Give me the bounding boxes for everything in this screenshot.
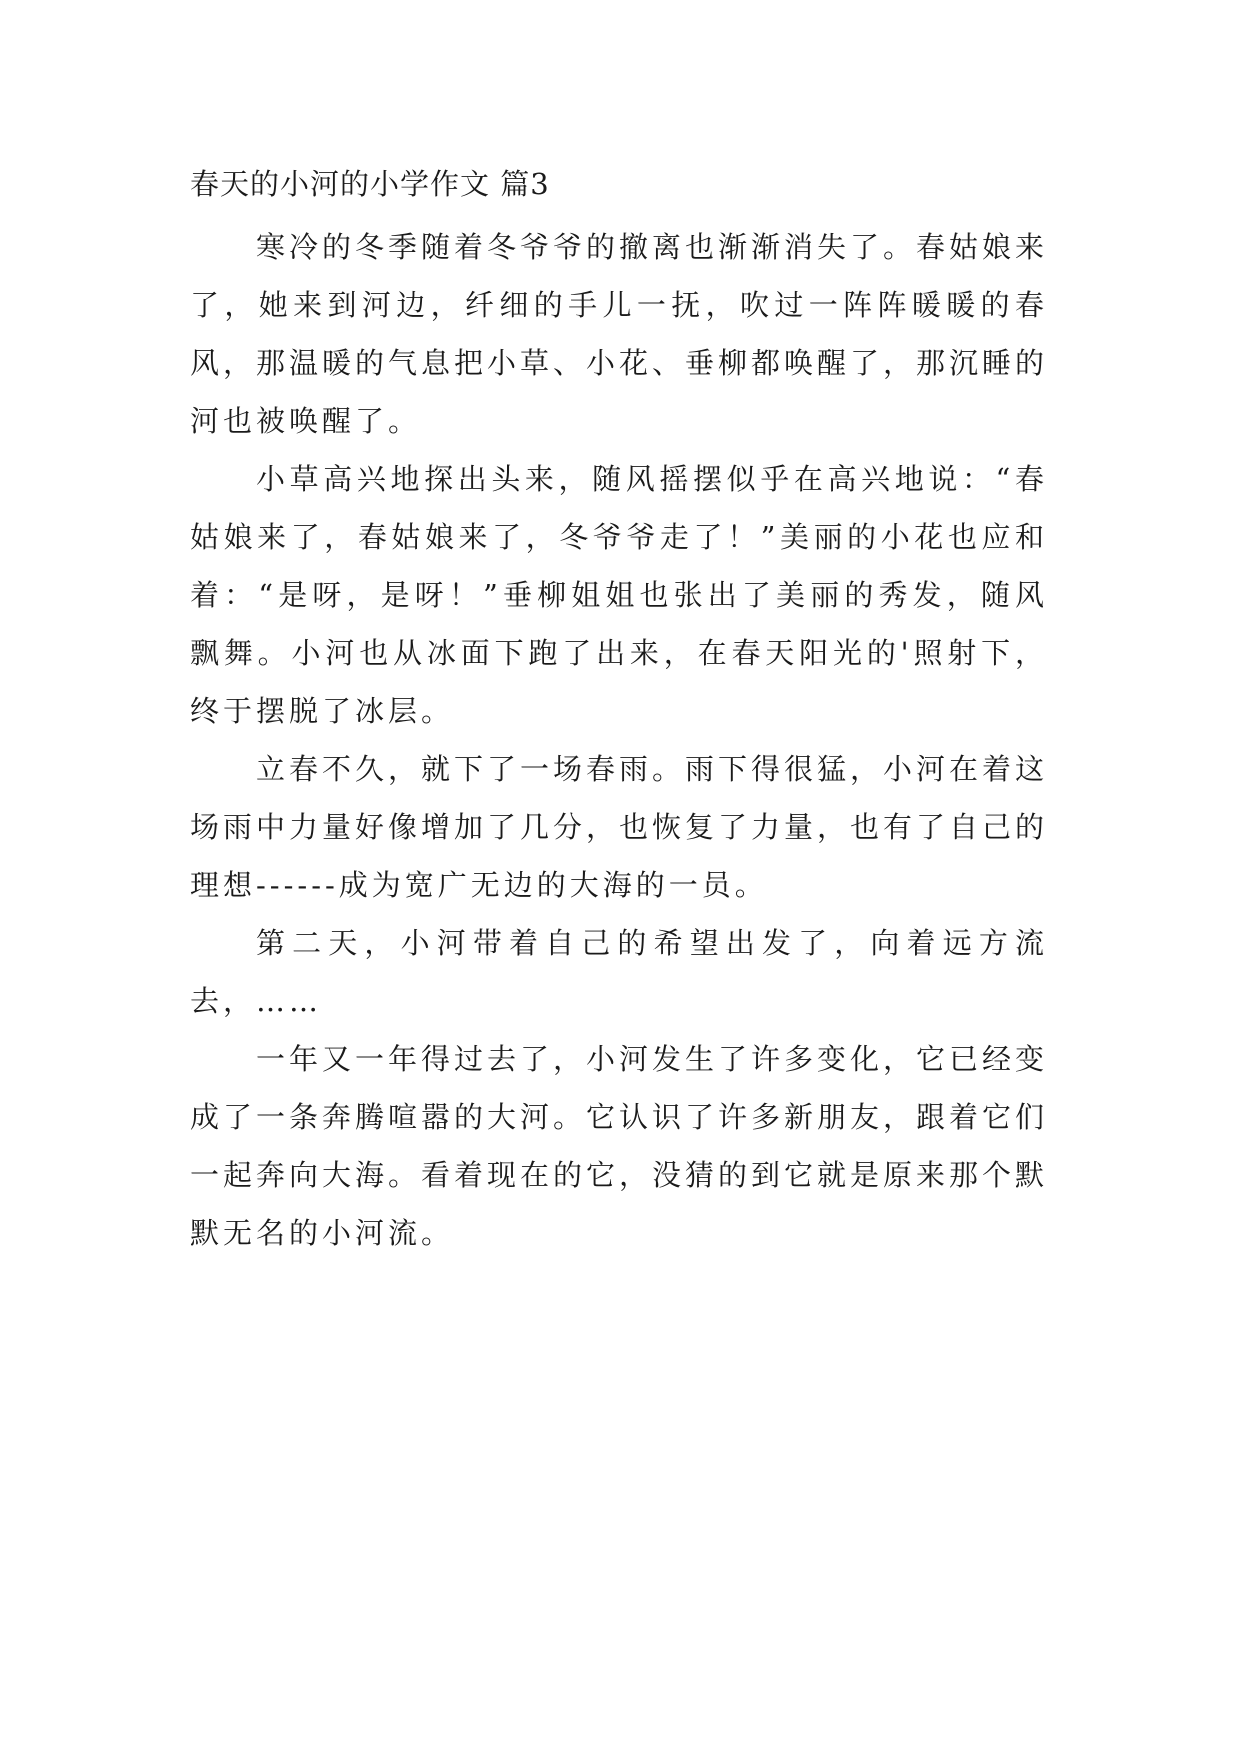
paragraph-3: 立春不久，就下了一场春雨。雨下得很猛，小河在着这场雨中力量好像增加了几分，也恢复了力量，也有了自己的理想------成为宽广无边的大海的一员。 — [190, 752, 1049, 902]
paragraph-5: 一年又一年得过去了，小河发生了许多变化，它已经变成了一条奔腾喧嚣的大河。它认识了许多新朋友，跟着它们一起奔向大海。看着现在的它，没猜的到它就是原来那个默默无名的小河流。 — [190, 1042, 1049, 1250]
paragraph-2: 小草高兴地探出头来，随风摇摆似乎在高兴地说：“春姑娘来了，春姑娘来了，冬爷爷走了！”美丽的小花也应和着：“是呀，是呀！”垂柳姐姐也张出了美丽的秀发，随风飘舞。小河也从冰面下跑了出来，在春天阳光的'照射下，终于摆脱了冰层。 — [190, 462, 1048, 728]
document-title: 春天的小河的小学作文 篇3 — [190, 167, 550, 201]
paragraph-4: 第二天，小河带着自己的希望出发了，向着远方流去，…… — [190, 926, 1048, 1018]
paragraph-1: 寒冷的冬季随着冬爷爷的撤离也渐渐消失了。春姑娘来了，她来到河边，纤细的手儿一抚，吹过一阵阵暖暖的春风，那温暖的气息把小草、小花、垂柳都唤醒了，那沉睡的河也被唤醒了。 — [190, 230, 1049, 438]
document-body — [190, 160, 1048, 1262]
